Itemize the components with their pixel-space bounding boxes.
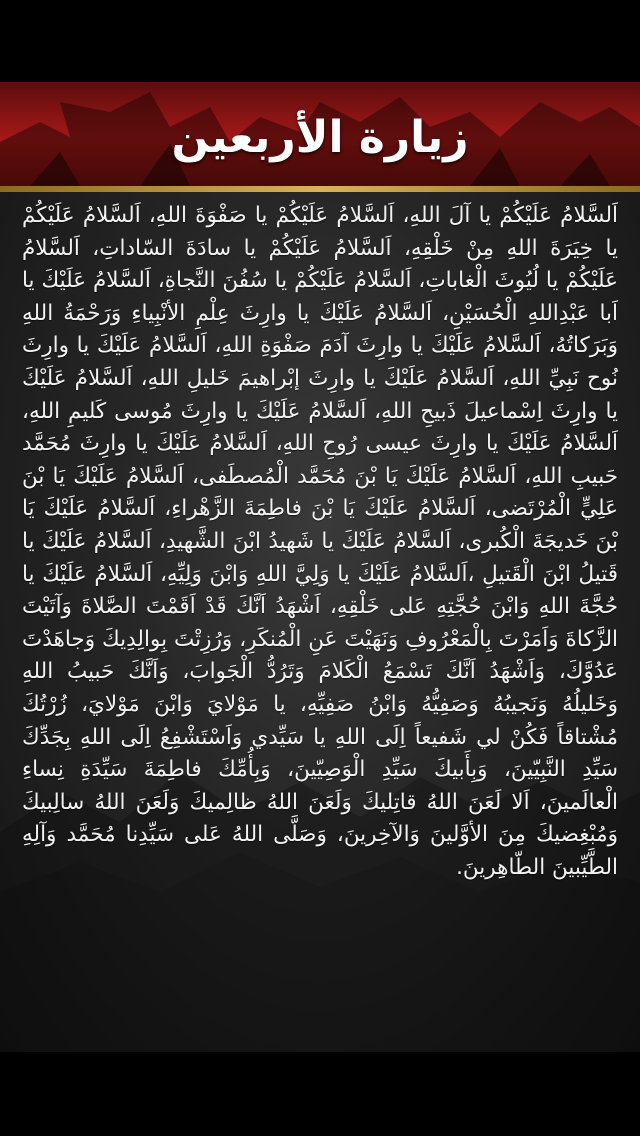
top-black-bar <box>0 0 640 82</box>
bottom-black-bar <box>0 1052 640 1136</box>
page-title: زيارة الأربعين <box>171 112 469 163</box>
header-banner <box>0 82 640 186</box>
ziyarat-text: اَلسَّلامُ عَلَيْكُمْ يا آلَ اللهِ، اَلسَّلامُ عَلَيْكُمْ يا صَفْوَةَ اللهِ، اَلسَّلامُ عَلَيْكُمْ يا خِيَرَةَ اللهِ مِنْ خَلْقِهِ، اَلسَّلامُ عَلَيْكُمْ يا سادَةَ السّاداتِ، اَلسَّلامُ عَلَيْكُمْ يا لُيُوثَ الْغاباتِ، اَلسَّلامُ عَلَيْكُمْ يا سُفُنَ النَّجاةِ، اَلسَّلامُ عَلَيْكَ يا اَبا عَبْدِاللهِ الْحُسَيْنِ، اَلسَّلامُ عَلَيْكَ يا وارِثَ عِلْمِ الأنْبِياءِ وَرَحْمَةُ اللهِ وَبَرَكاتُهُ، اَلسَّلامُ عَلَيْكَ يا وارِثَ آدَمَ صَفْوَةِ اللهِ، اَلسَّلامُ عَلَيْكَ يا وارِثَ نُوح نَبِيِّ اللهِ، اَلسَّلامُ عَلَيْكَ يا وارِثَ إبْراهيمَ خَليلِ اللهِ، اَلسَّلامُ عَلَيْكَ يا وارِثَ اِسْماعيلَ ذَبيحِ اللهِ، اَلسَّلامُ عَلَيْكَ يا وارِثَ مُوسى كَليمِ اللهِ، اَلسَّلامُ عَلَيْكَ يا وارِثَ عيسى رُوحِ اللهِ، اَلسَّلامُ عَلَيْكَ يا وارِثَ مُحَمَّد حَبيبِ اللهِ، اَلسَّلامُ عَلَيْكَ يَا بْنَ مُحَمَّد الْمُصطَفى، اَلسَّلامُ عَلَيْكَ يَا بْنَ عَلِيٍّ الْمُرْتَضى، اَلسَّلامُ عَلَيْكَ يَا بْنَ فاطِمَةَ الزَّهْراءِ، اَلسَّلامُ عَلَيْكَ يَا بْنَ خَديجَةَ الْكُبرى، اَلسَّلامُ عَلَيْكَ يا شَهيدُ ابْنَ الشَّهيدِ، اَلسَّلامُ عَلَيْكَ يا قَتيلُ ابْنَ الْقَتيلِ ،اَلسَّلامُ عَلَيْكَ يا وَلِيَّ اللهِ وَابْنَ وَلِيِّهِ، اَلسَّلامُ عَلَيْكَ يا حُجَّةَ اللهِ وَابْنَ حُجَّتِهِ عَلى خَلْقِهِ، اَشْهَدُ اَنَّكَ قَدْ اَقَمْتَ الصَّلاةَ وَآتَيْتَ الزَّكاةَ وَاَمَرْتَ بِالْمَعْرُوفِ وَنَهَيْتَ عَنِ الْمُنكَرِ، وَرُزِتْتَ بِوالِدِيكَ وَجاهَدْتَ عَدُوَّكَ، وَاَشْهَدُ اَنَّكَ تَسْمَعُ الْكَلامَ وَتَرُدُّ الْجَوابَ، وَاَنَّكَ حَبيبُ اللهِ وَخَليلُهُ وَنَجيبُهُ وَصَفِيُّهُ وَابْنُ صَفِيِّهِ، يا مَوْلايَ وَابْنَ مَوْلايَ، زُرْتُكَ مُشْتاقاً فَكُنْ لي شَفيعاً اِلَى اللهِ يا سَيِّدي وَاَسْتَشْفِعُ اِلَى اللهِ بِجَدِّكَ سَيِّدِ النَّبِيّينَ، وَبِأَبيكَ سَيِّدِ الْوَصِيّينَ، وَبِأُمِّكَ فاطِمَةَ سَيِّدَةِ نِساءِ الْعالَمينَ، اَلا لَعَنَ اللهُ قاتِليكَ وَلَعَنَ اللهُ ظالِميكَ وَلَعَنَ اللهُ سالِبيكَ وَمُبْغِضيكَ مِنَ الأوَّلينَ وَالآخِرينَ، وَصَلَّى اللهُ عَلى سَيِّدِنا مُحَمَّد وَآلِهِ الطَّيِّبينَ الطّاهِرينَ. <box>22 203 618 880</box>
ziyarat-image <box>0 82 640 1052</box>
